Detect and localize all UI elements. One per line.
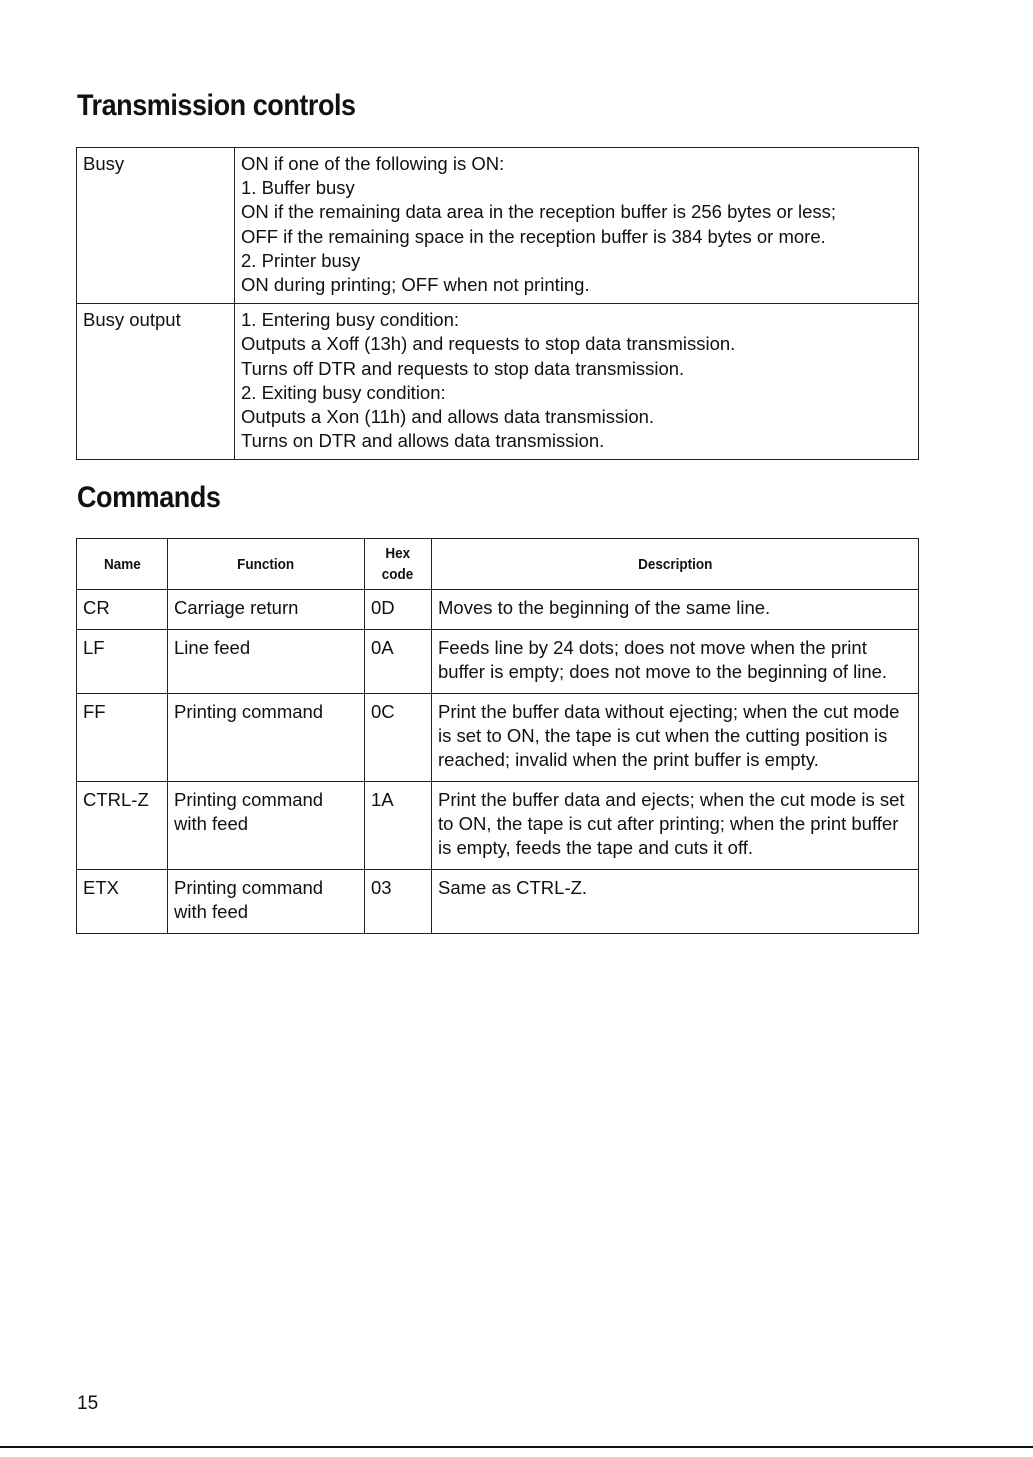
column-header-description: Description [432,539,919,590]
cell-function: Printing command [168,694,365,782]
description-line: 2. Exiting busy condition: [241,381,446,403]
row-description [235,304,919,460]
description-line: Outputs a Xon (11h) and allows data transmission. [241,406,655,428]
cell-name: CR [77,590,168,630]
commands-table [76,538,919,934]
description-line: ON if one of the following is ON: [241,153,505,174]
cell-description: Feeds line by 24 dots; does not move when the print buffer is empty; does not move to the beginning of line. [432,630,919,694]
table-row [77,630,919,694]
cell-hex: 1A [365,782,432,870]
description-line: 2. Printer busy [241,249,361,271]
table-row [77,870,919,934]
description-line: 1. Entering busy condition: [241,309,460,331]
cell-name: LF [77,630,168,694]
cell-function: Printing command with feed [168,782,365,870]
cell-description: Same as CTRL-Z. [432,870,919,934]
cell-hex: 0A [365,630,432,694]
description-line: ON if the remaining data area in the reception buffer is 256 bytes or less; [241,201,837,223]
description-line: Outputs a Xoff (13h) and requests to stop data transmission. [241,333,736,355]
cell-name: CTRL-Z [77,782,168,870]
transmission-controls-table [76,147,919,460]
column-header-name: Name [77,539,168,590]
description-line: OFF if the remaining space in the reception buffer is 384 bytes or more. [241,225,826,247]
cell-name: ETX [77,870,168,934]
cell-hex: 0D [365,590,432,630]
cell-function: Printing command with feed [168,870,365,934]
commands-heading: Commands [77,481,221,514]
column-header-function: Function [168,539,365,590]
table-row [77,148,919,304]
table-header-row [77,539,919,590]
cell-function: Carriage return [168,590,365,630]
description-line: Turns on DTR and allows data transmission. [241,430,605,452]
table-row [77,590,919,630]
page-number: 15 [77,1393,99,1414]
table-row [77,782,919,870]
column-header-hex-code: Hex code [365,539,432,590]
cell-name: FF [77,694,168,782]
cell-description: Print the buffer data and ejects; when the cut mode is set to ON, the tape is cut after printing; when the print buffer is empty, feeds the tape and cuts it off. [432,782,919,870]
cell-description: Print the buffer data without ejecting; when the cut mode is set to ON, the tape is cut when the cutting position is reached; invalid when the print buffer is empty. [432,694,919,782]
cell-function: Line feed [168,630,365,694]
description-line: ON during printing; OFF when not printing. [241,274,590,296]
row-label: Busy output [77,304,235,460]
row-description [235,148,919,304]
cell-hex: 03 [365,870,432,934]
description-line: 1. Buffer busy [241,177,355,199]
table-row [77,304,919,460]
description-line: Turns off DTR and requests to stop data transmission. [241,357,685,379]
cell-hex: 0C [365,694,432,782]
bottom-rule [0,1446,1033,1448]
table-row [77,694,919,782]
transmission-controls-heading: Transmission controls [77,89,356,122]
cell-description: Moves to the beginning of the same line. [432,590,919,630]
row-label: Busy [77,148,235,304]
